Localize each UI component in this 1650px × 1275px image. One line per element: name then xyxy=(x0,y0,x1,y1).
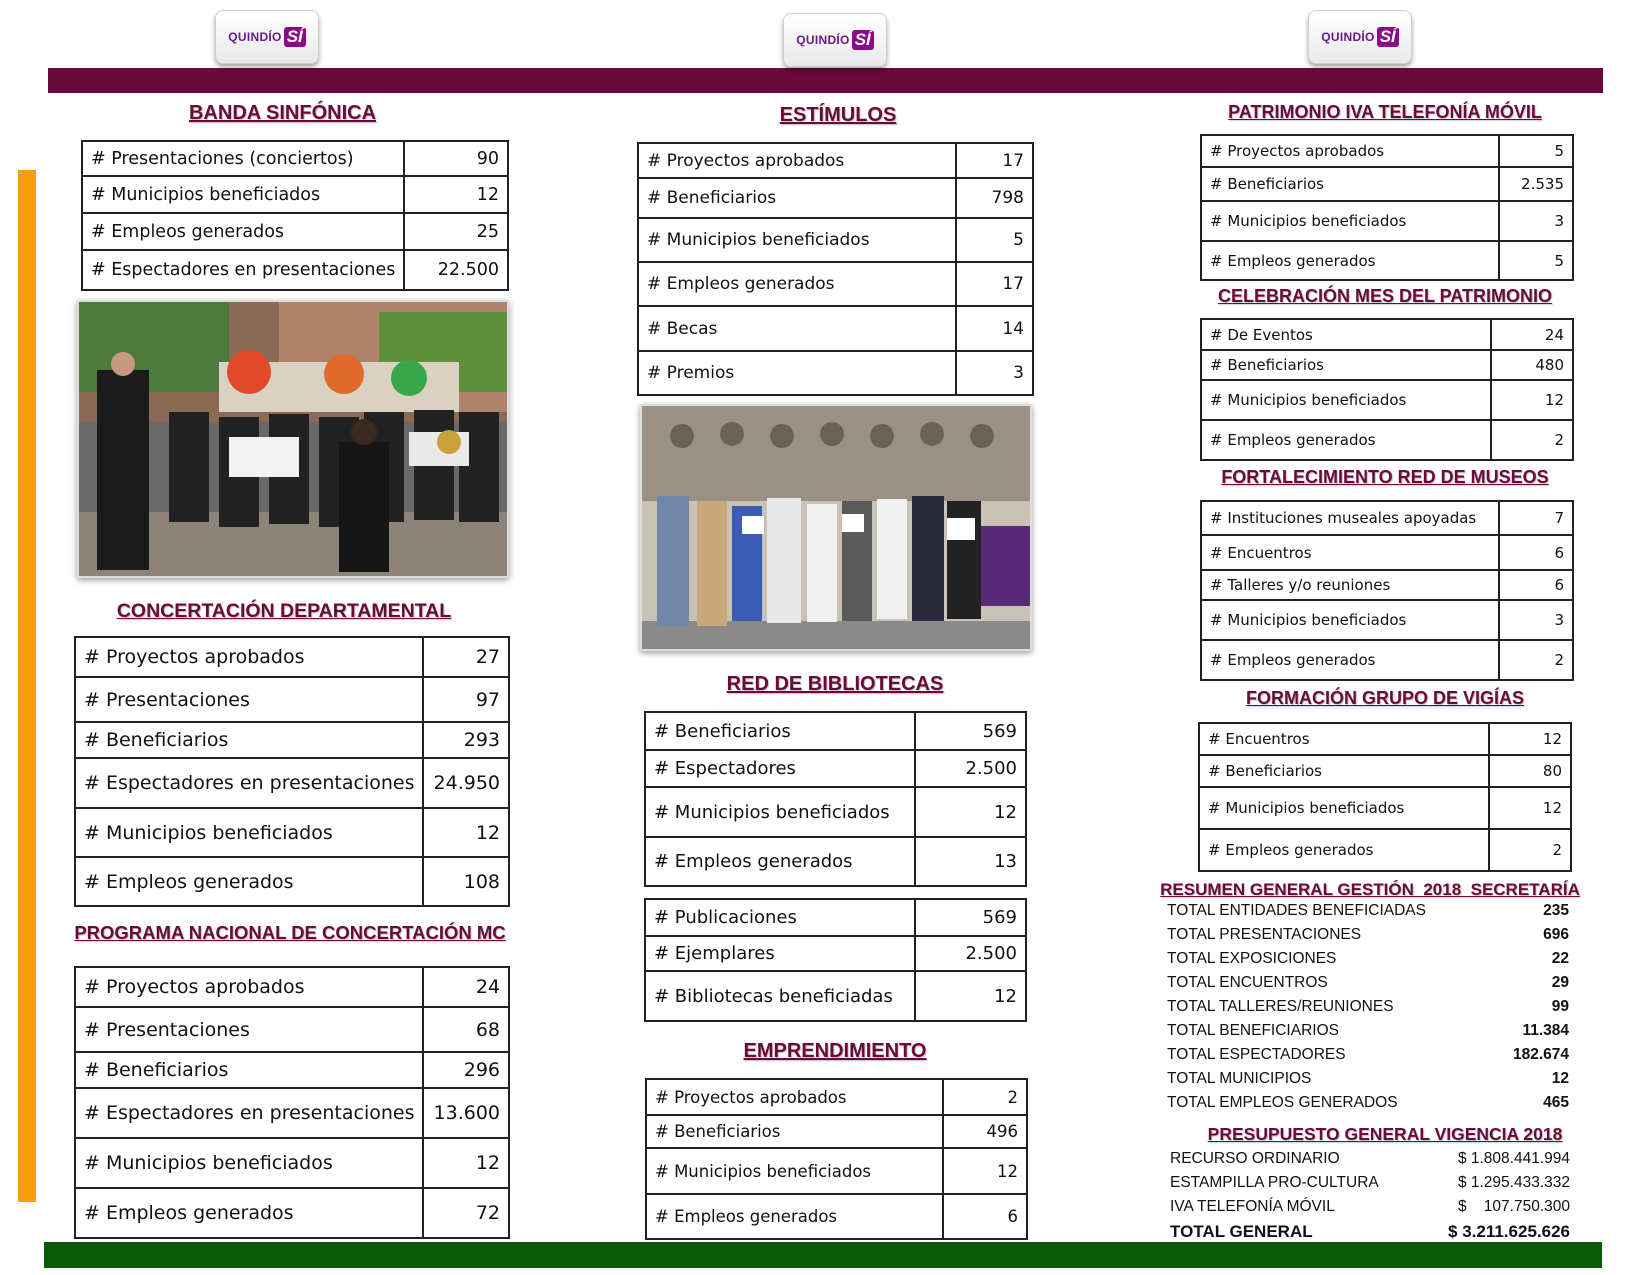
summary-row xyxy=(1167,974,1569,998)
table-row xyxy=(1201,380,1573,420)
row-value: 3 xyxy=(1499,201,1573,241)
table-row xyxy=(1201,167,1573,201)
summary-label: TOTAL EMPLEOS GENERADOS xyxy=(1167,1094,1398,1111)
patrimonio-iva-title: PATRIMONIO IVA TELEFONÍA MÓVIL xyxy=(1228,102,1542,122)
logo-badge: SÍ xyxy=(1377,27,1399,47)
table-row xyxy=(645,787,1026,837)
mes-patrimonio-table xyxy=(1200,318,1574,461)
row-label: # Empleos generados xyxy=(1201,241,1499,280)
summary-row xyxy=(1167,998,1569,1022)
budget-total-label: TOTAL GENERAL xyxy=(1170,1222,1313,1241)
table-row xyxy=(75,1052,509,1088)
row-value: 296 xyxy=(423,1052,509,1088)
table-row xyxy=(1201,600,1573,640)
table-row xyxy=(645,712,1026,750)
row-label: # Beneficiarios xyxy=(645,712,915,750)
table-row xyxy=(638,351,1033,395)
emprendimiento-title: EMPRENDIMIENTO xyxy=(743,1040,927,1062)
row-value: 5 xyxy=(956,218,1033,262)
row-label: # Empleos generados xyxy=(1201,640,1499,680)
row-value: 2 xyxy=(1489,829,1571,871)
programa-nacional-table xyxy=(74,966,510,1239)
estimulos-table xyxy=(637,142,1034,396)
row-label: # Beneficiarios xyxy=(75,722,423,758)
row-value: 2 xyxy=(1499,640,1573,680)
row-value: 2.535 xyxy=(1499,167,1573,201)
summary-row xyxy=(1167,1094,1569,1118)
row-value: 72 xyxy=(423,1188,509,1238)
row-label: # Bibliotecas beneficiadas xyxy=(645,971,915,1021)
logo-text: QUINDÍO xyxy=(796,33,850,47)
row-value: 3 xyxy=(956,351,1033,395)
row-value: 12 xyxy=(915,787,1026,837)
row-value: 24 xyxy=(423,967,509,1007)
row-label: # Proyectos aprobados xyxy=(646,1079,943,1115)
table-row xyxy=(1201,350,1573,380)
table-row xyxy=(646,1194,1027,1239)
row-label: # Espectadores en presentaciones xyxy=(75,1088,423,1138)
row-value: 2 xyxy=(1491,420,1573,460)
table-row xyxy=(1201,501,1573,535)
table-row xyxy=(75,722,509,758)
summary-value: 465 xyxy=(1543,1094,1569,1111)
table-row xyxy=(638,262,1033,306)
row-value: 14 xyxy=(956,306,1033,351)
table-row xyxy=(1199,755,1571,787)
summary-value: 22 xyxy=(1551,950,1569,967)
table-row xyxy=(82,213,508,250)
row-value: 569 xyxy=(915,712,1026,750)
row-label: # Municipios beneficiados xyxy=(1201,600,1499,640)
row-label: # Municipios beneficiados xyxy=(646,1148,943,1194)
row-label: # Publicaciones xyxy=(645,899,915,936)
row-value: 12 xyxy=(1489,787,1571,829)
row-label: # Beneficiarios xyxy=(1201,350,1491,380)
table-row xyxy=(1201,135,1573,167)
row-value: 293 xyxy=(423,722,509,758)
row-value: 798 xyxy=(956,178,1033,218)
row-value: 25 xyxy=(404,213,508,250)
row-label: # Municipios beneficiados xyxy=(1199,787,1489,829)
row-label: # Talleres y/o reuniones xyxy=(1201,570,1499,600)
table-row xyxy=(645,750,1026,787)
row-label: # Municipios beneficiados xyxy=(1201,201,1499,241)
row-value: 7 xyxy=(1499,501,1573,535)
budget-total-value: $ 3.211.625.626 xyxy=(1448,1222,1570,1241)
row-value: 24 xyxy=(1491,319,1573,350)
header-bar xyxy=(48,68,1603,93)
bibliotecas-title: RED DE BIBLIOTECAS xyxy=(726,673,944,695)
presupuesto-title: PRESUPUESTO GENERAL VIGENCIA 2018 xyxy=(1207,1124,1563,1144)
row-label: # Encuentros xyxy=(1199,723,1489,755)
row-value: 6 xyxy=(943,1194,1027,1239)
resumen-list xyxy=(1167,902,1569,1120)
table-row xyxy=(646,1148,1027,1194)
row-label: # Empleos generados xyxy=(75,1188,423,1238)
row-value: 12 xyxy=(423,808,509,857)
budget-row xyxy=(1170,1198,1570,1222)
row-label: # Encuentros xyxy=(1201,535,1499,570)
row-label: # Municipios beneficiados xyxy=(645,787,915,837)
row-value: 12 xyxy=(423,1138,509,1188)
table-row xyxy=(646,1115,1027,1148)
budget-label: RECURSO ORDINARIO xyxy=(1170,1150,1340,1167)
summary-label: TOTAL ENTIDADES BENEFICIADAS xyxy=(1167,902,1426,919)
row-value: 80 xyxy=(1489,755,1571,787)
programa-nacional-title: PROGRAMA NACIONAL DE CONCERTACIÓN MC xyxy=(74,922,506,943)
table-row xyxy=(638,306,1033,351)
presupuesto-list xyxy=(1170,1150,1570,1246)
summary-value: 235 xyxy=(1543,902,1569,919)
table-row xyxy=(646,1079,1027,1115)
row-label: # Municipios beneficiados xyxy=(75,1138,423,1188)
row-value: 22.500 xyxy=(404,250,508,290)
row-value: 27 xyxy=(423,637,509,677)
row-label: # Instituciones museales apoyadas xyxy=(1201,501,1499,535)
row-label: # Municipios beneficiados xyxy=(82,176,404,213)
estimulos-photo xyxy=(640,404,1032,651)
table-row xyxy=(638,143,1033,178)
summary-row xyxy=(1167,926,1569,950)
row-label: # Empleos generados xyxy=(646,1194,943,1239)
budget-row xyxy=(1170,1150,1570,1174)
table-row xyxy=(1201,640,1573,680)
summary-label: TOTAL MUNICIPIOS xyxy=(1167,1070,1312,1087)
vigias-table xyxy=(1198,722,1572,872)
mes-patrimonio-title: CELEBRACIÓN MES DEL PATRIMONIO xyxy=(1217,286,1552,306)
patrimonio-iva-table xyxy=(1200,134,1574,281)
row-value: 12 xyxy=(404,176,508,213)
summary-row xyxy=(1167,1070,1569,1094)
side-accent-bar xyxy=(18,170,36,1202)
summary-value: 182.674 xyxy=(1512,1046,1569,1063)
table-row xyxy=(75,808,509,857)
museos-table xyxy=(1200,500,1574,681)
table-row xyxy=(638,218,1033,262)
quindio-logo xyxy=(215,10,319,64)
summary-row xyxy=(1167,1022,1569,1046)
row-label: # Presentaciones (conciertos) xyxy=(82,141,404,176)
logo-text: QUINDÍO xyxy=(1321,30,1375,44)
row-value: 12 xyxy=(1489,723,1571,755)
row-label: # Beneficiarios xyxy=(638,178,956,218)
summary-label: TOTAL PRESENTACIONES xyxy=(1167,926,1362,943)
concertacion-table xyxy=(74,636,510,907)
budget-label: ESTAMPILLA PRO-CULTURA xyxy=(1170,1174,1379,1191)
museos-title: FORTALECIMIENTO RED DE MUSEOS xyxy=(1221,467,1549,487)
quindio-logo xyxy=(1308,10,1412,64)
row-value: 12 xyxy=(1491,380,1573,420)
bibliotecas-publicaciones-table xyxy=(644,898,1027,1022)
table-row xyxy=(75,1138,509,1188)
table-row xyxy=(1199,723,1571,755)
summary-label: TOTAL ENCUENTROS xyxy=(1167,974,1328,991)
row-value: 3 xyxy=(1499,600,1573,640)
row-label: # Proyectos aprobados xyxy=(1201,135,1499,167)
row-label: # Proyectos aprobados xyxy=(638,143,956,178)
budget-value: $ 1.295.433.332 xyxy=(1457,1174,1570,1191)
vigias-title: FORMACIÓN GRUPO DE VIGÍAS xyxy=(1245,688,1524,708)
row-value: 12 xyxy=(915,971,1026,1021)
row-value: 5 xyxy=(1499,241,1573,280)
row-label: # Empleos generados xyxy=(645,837,915,886)
row-label: # Municipios beneficiados xyxy=(1201,380,1491,420)
table-row xyxy=(75,967,509,1007)
row-label: # Presentaciones xyxy=(75,677,423,722)
row-label: # Municipios beneficiados xyxy=(638,218,956,262)
table-row xyxy=(1201,570,1573,600)
banda-photo xyxy=(77,300,509,578)
row-value: 496 xyxy=(943,1115,1027,1148)
table-row xyxy=(75,758,509,808)
budget-value: $ 107.750.300 xyxy=(1457,1198,1570,1215)
table-row xyxy=(1201,535,1573,570)
budget-row xyxy=(1170,1174,1570,1198)
row-label: # Premios xyxy=(638,351,956,395)
row-label: # Presentaciones xyxy=(75,1007,423,1052)
row-value: 2.500 xyxy=(915,750,1026,787)
banda-title: BANDA SINFÓNICA xyxy=(188,102,377,124)
estimulos-title: ESTÍMULOS xyxy=(779,104,897,126)
table-row xyxy=(82,141,508,176)
row-label: # Becas xyxy=(638,306,956,351)
budget-total-row xyxy=(1170,1222,1570,1246)
row-value: 90 xyxy=(404,141,508,176)
row-value: 2.500 xyxy=(915,936,1026,971)
row-value: 108 xyxy=(423,857,509,906)
row-value: 17 xyxy=(956,262,1033,306)
table-row xyxy=(1199,829,1571,871)
table-row xyxy=(1201,241,1573,280)
table-row xyxy=(75,677,509,722)
table-row xyxy=(75,1088,509,1138)
row-value: 13 xyxy=(915,837,1026,886)
summary-label: TOTAL ESPECTADORES xyxy=(1167,1046,1346,1063)
table-row xyxy=(82,176,508,213)
summary-value: 29 xyxy=(1551,974,1569,991)
table-row xyxy=(75,1188,509,1238)
row-label: # Espectadores en presentaciones xyxy=(75,758,423,808)
row-label: # Espectadores xyxy=(645,750,915,787)
row-label: # Espectadores en presentaciones xyxy=(82,250,404,290)
row-value: 13.600 xyxy=(423,1088,509,1138)
row-label: # Beneficiarios xyxy=(1199,755,1489,787)
budget-value: $ 1.808.441.994 xyxy=(1457,1150,1570,1167)
table-row xyxy=(75,1007,509,1052)
summary-row xyxy=(1167,1046,1569,1070)
table-row xyxy=(1201,319,1573,350)
summary-value: 99 xyxy=(1551,998,1569,1015)
summary-value: 696 xyxy=(1543,926,1569,943)
row-label: # Municipios beneficiados xyxy=(75,808,423,857)
table-row xyxy=(645,899,1026,936)
row-label: # De Eventos xyxy=(1201,319,1491,350)
row-label: # Proyectos aprobados xyxy=(75,637,423,677)
summary-value: 11.384 xyxy=(1522,1022,1569,1039)
row-label: # Proyectos aprobados xyxy=(75,967,423,1007)
row-label: # Empleos generados xyxy=(75,857,423,906)
logo-badge: SÍ xyxy=(284,27,306,47)
concertacion-title: CONCERTACIÓN DEPARTAMENTAL xyxy=(116,600,452,622)
row-label: # Beneficiarios xyxy=(75,1052,423,1088)
emprendimiento-table xyxy=(645,1078,1028,1240)
row-label: # Beneficiarios xyxy=(1201,167,1499,201)
table-row xyxy=(1201,201,1573,241)
row-value: 97 xyxy=(423,677,509,722)
row-value: 6 xyxy=(1499,535,1573,570)
summary-label: TOTAL BENEFICIARIOS xyxy=(1167,1022,1339,1039)
row-label: # Empleos generados xyxy=(638,262,956,306)
bibliotecas-table xyxy=(644,711,1027,887)
row-value: 2 xyxy=(943,1079,1027,1115)
row-value: 5 xyxy=(1499,135,1573,167)
summary-row xyxy=(1167,902,1569,926)
row-value: 6 xyxy=(1499,570,1573,600)
resumen-title: RESUMEN GENERAL GESTIÓN 2018 SECRETARÍA xyxy=(1160,880,1580,899)
logo-text: QUINDÍO xyxy=(228,30,282,44)
row-label: # Ejemplares xyxy=(645,936,915,971)
row-value: 17 xyxy=(956,143,1033,178)
logo-badge: SÍ xyxy=(852,30,874,50)
row-value: 68 xyxy=(423,1007,509,1052)
row-value: 480 xyxy=(1491,350,1573,380)
table-row xyxy=(82,250,508,290)
quindio-logo xyxy=(783,13,887,67)
table-row xyxy=(645,971,1026,1021)
row-value: 24.950 xyxy=(423,758,509,808)
summary-label: TOTAL EXPOSICIONES xyxy=(1167,950,1337,967)
row-label: # Beneficiarios xyxy=(646,1115,943,1148)
summary-row xyxy=(1167,950,1569,974)
row-label: # Empleos generados xyxy=(82,213,404,250)
row-label: # Empleos generados xyxy=(1199,829,1489,871)
summary-label: TOTAL TALLERES/REUNIONES xyxy=(1167,998,1394,1015)
table-row xyxy=(645,837,1026,886)
banda-table xyxy=(81,140,509,291)
table-row xyxy=(1201,420,1573,460)
table-row xyxy=(1199,787,1571,829)
table-row xyxy=(75,857,509,906)
row-value: 569 xyxy=(915,899,1026,936)
budget-label: IVA TELEFONÍA MÓVIL xyxy=(1170,1198,1335,1215)
table-row xyxy=(645,936,1026,971)
table-row xyxy=(638,178,1033,218)
row-value: 12 xyxy=(943,1148,1027,1194)
row-label: # Empleos generados xyxy=(1201,420,1491,460)
table-row xyxy=(75,637,509,677)
summary-value: 12 xyxy=(1551,1070,1569,1087)
